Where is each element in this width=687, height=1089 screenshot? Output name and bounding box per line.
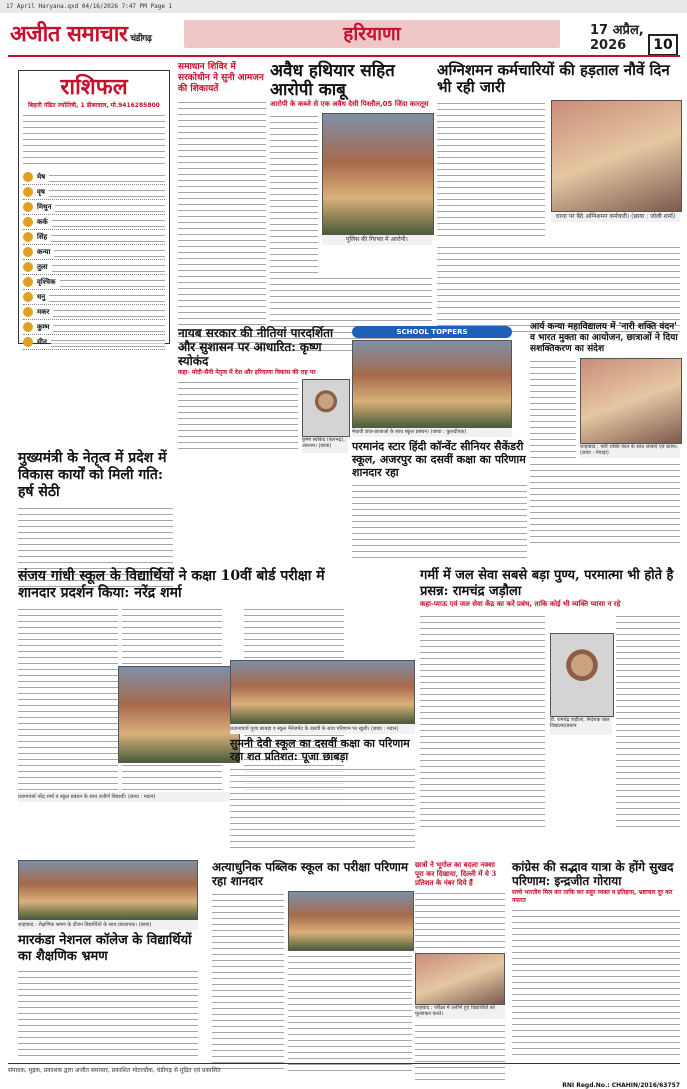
rashifal-item-label: वृष: [37, 187, 45, 196]
rashifal-item-text: [52, 217, 165, 227]
toppers-banner: SCHOOL TOPPERS: [352, 326, 512, 338]
footer-publisher-line: संपादक, मुद्रक, प्रकाशक द्वारा अजीत समाचार, प्रकाशित मोटरचौक, चंडीगढ़ से मुद्रित एवं प्रकाशित: [8, 1067, 221, 1074]
sanjay-caption: प्रथमाचार्य नरेंद्र शर्मा व स्कूल प्रबंधन के साथ उत्तीर्ण विद्यार्थी। (छाया : मदान): [18, 792, 344, 802]
nayab-subhead: कहा- मोदी-सैनी नेतृत्व में देश और हरियाणा विकास की राह पर: [178, 369, 316, 376]
atyadhunik-photo: [288, 891, 414, 951]
sumni-photo: [230, 660, 415, 724]
sumni-body: [230, 766, 415, 850]
rashifal-item-text: [51, 232, 165, 242]
rashifal-item-text: [52, 262, 165, 272]
markanda-body: [18, 968, 198, 1056]
nayab-photo-caption: कृष्ण स्योकंद (बलभद्र), आरतम। (छाया): [302, 437, 348, 453]
zodiac-icon: [23, 292, 33, 302]
garmi-photo: [550, 633, 614, 717]
registration-line: [8, 1083, 680, 1089]
article-toppers: [352, 326, 512, 437]
rashifal-subtitle: बिहारी पंडित ज्योतिषी, 1 डीबरवाल, मो.9416285800: [28, 102, 160, 109]
rashifal-item: [23, 305, 165, 320]
arya-body: [530, 358, 576, 458]
congress-body: [512, 907, 680, 1055]
arya-photo: [580, 358, 682, 444]
rashifal-item-text: [53, 322, 165, 332]
nayab-headline: नायब सरकार की नीतियां पारदर्शिता और सुशासन पर आधारित: कृष्ण स्योकंद: [178, 326, 334, 368]
rashifal-item-label: सिंह: [37, 232, 48, 241]
zodiac-icon: [23, 307, 33, 317]
article-avaidh: [270, 62, 432, 353]
rashifal-title: राशिफल: [60, 74, 128, 100]
zodiac-icon: [23, 322, 33, 332]
page-number: 10: [648, 34, 678, 56]
section-title: हरियाणा: [343, 23, 401, 45]
rashifal-item-label: कर्क: [37, 217, 48, 226]
sanjay-headline: संजय गांधी स्कूल के विद्यार्थियों ने कक्षा 10वीं बोर्ड परीक्षा में शानदार प्रदर्शन किया: नरेंद्र शर्मा: [18, 568, 325, 601]
rashifal-item: [23, 230, 165, 245]
sanjay-body: [18, 606, 118, 806]
mukhyamantri-headline: मुख्यमंत्री के नेतृत्व में प्रदेश में विकास कार्यों को मिली गति: हर्ष सेठी: [18, 450, 167, 500]
issue-date: 17 अप्रैल, 2026: [590, 23, 644, 53]
zodiac-icon: [23, 172, 33, 182]
rashifal-item: [23, 275, 165, 290]
chhatrik-headline: छात्रों ने भूगोल का बदला नक्शा पूरा कर दिखाया, दिल्ली में ये 3 प्रतिशत के नंबर दिये हैं: [415, 860, 497, 887]
rashifal-item: [23, 200, 165, 215]
sanjay-photo: [118, 666, 240, 763]
article-mukhyamantri: [18, 450, 173, 587]
rashifal-item: [23, 335, 165, 350]
section-band: [184, 20, 560, 48]
rashifal-item: [23, 185, 165, 200]
avaidh-caption: पुलिस की गिरफ्त में आरोपी।: [322, 235, 432, 245]
avaidh-body: [270, 113, 318, 273]
atyadhunik-headline: अत्याधुनिक पब्लिक स्कूल का परीक्षा परिणाम रहा शानदार: [212, 860, 409, 888]
article-samadhan: [178, 62, 266, 354]
rashifal-item-label: तुला: [37, 262, 48, 271]
garmi-subhead: कहा-प्याऊ एवं जल सेवा केंद्र का करें प्रबंध, ताकि कोई भी व्यक्ति प्यासा न रहे: [420, 600, 621, 608]
chhatrik-photo: [415, 953, 505, 1005]
rashifal-item: [23, 245, 165, 260]
rashifal-item-label: मिथुन: [37, 202, 52, 211]
article-arya: [530, 322, 680, 547]
sumni-headline: सुमनी देवी स्कूल का दसवीं कक्षा का परिणाम रहा शत प्रतिशत: पूजा छाबड़ा: [230, 737, 410, 763]
chhatrik-body: [415, 890, 505, 950]
edition-label: चंडीगढ़: [130, 34, 152, 44]
toppers-headline: परमानंद स्टार हिंदी कॉन्वेंट सीनियर सैकेंडरी स्कूल, अजरपुर का दसवीं कक्षा का परिणाम शानदार रहा: [352, 440, 526, 479]
zodiac-icon: [23, 202, 33, 212]
garmi-body: [420, 613, 545, 828]
rashifal-box: [18, 70, 170, 344]
article-garmi: [420, 568, 680, 828]
rashifal-item-text: [60, 277, 165, 287]
masthead-rule: [8, 55, 680, 57]
zodiac-icon: [23, 262, 33, 272]
article-sumni: [230, 660, 415, 850]
nayab-photo: [302, 379, 350, 437]
rashifal-item-label: कुम्भ: [37, 322, 50, 331]
garmi-headline: गर्मी में जल सेवा सबसे बड़ा पुण्य, परमात्मा भी होते है प्रसन्न: रामचंद्र जड़ौला: [420, 568, 674, 599]
hadtal-body-2: [437, 244, 680, 334]
hadtal-headline: अग्निशमन कर्मचारियों की हड़ताल नौवें दिन भी रही जारी: [437, 61, 670, 96]
arya-caption: शाहाबाद : नारी शक्ति वंदन के साथ छात्राएं एवं स्टाफ। (छाया : मेवाड़ा): [580, 444, 680, 458]
rashifal-item-text: [55, 202, 165, 212]
rashifal-item-label: वृश्चिक: [37, 277, 56, 286]
article-chhatrik: [415, 860, 505, 1082]
article-hadtal: [437, 62, 680, 334]
garmi-body-2: [616, 613, 680, 828]
markanda-headline: मारकंडा नेशनल कॉलेज के विद्यार्थियों का शैक्षणिक भ्रमण: [18, 933, 192, 964]
rashifal-item-text: [53, 307, 165, 317]
zodiac-icon: [23, 337, 33, 347]
sumni-caption: प्रधानाचार्य पूजा छाबड़ा व स्कूल मैनेजमेंट के दसवीं के साथ परिणाम पर खुशी। (छाया : मदान): [230, 724, 415, 734]
hadtal-body: [437, 100, 545, 240]
arya-body-2: [530, 461, 680, 547]
toppers-photo: [352, 340, 512, 428]
nayab-body: [178, 379, 298, 453]
zodiac-icon: [23, 277, 33, 287]
rashifal-item: [23, 215, 165, 230]
atyadhunik-body-2: [288, 953, 412, 1071]
rashifal-item-text: [49, 187, 165, 197]
avaidh-photo: [322, 113, 434, 235]
hadtal-caption: धरना पर बैठे अग्निशमन कर्मचारी। (छाया : जोली शर्मा): [551, 212, 680, 222]
congress-headline: कांग्रेस की सद्भाव यात्रा के होंगे सुखद परिणाम: इन्द्रजीत गोराया: [512, 860, 674, 888]
rashifal-list: [23, 170, 165, 350]
rashifal-item-text: [51, 337, 165, 347]
zodiac-icon: [23, 247, 33, 257]
rashifal-item: [23, 260, 165, 275]
article-congress: [512, 860, 680, 1055]
footer-reg-number: RNI Regd.No.: CHAHIN/2016/63757: [562, 1082, 680, 1089]
garmi-photo-caption: डॉ. रामचंद्र जड़ौला, निदेशक बाल विद्यालय/प्रधान: [550, 717, 612, 735]
rashifal-item-label: धनु: [37, 292, 46, 301]
rashifal-item-text: [49, 292, 165, 302]
rashifal-item-label: मकर: [37, 307, 50, 316]
zodiac-icon: [23, 217, 33, 227]
rashifal-item-label: मीन: [37, 337, 47, 346]
chhatrik-caption: शाहबाद : परीक्षा में उत्तीर्ण हुए विद्यार्थियों को मूल्यांकन करते।: [415, 1005, 505, 1019]
file-info-bar: 17 April Haryana.qxd 04/16/2026 7:47 PM Page 1: [0, 0, 687, 13]
markanda-photo: [18, 860, 198, 920]
toppers-headline-block: [352, 440, 527, 560]
rashifal-item: [23, 290, 165, 305]
newspaper-logo: अजीत समाचार चंडीगढ़: [10, 21, 152, 47]
rashifal-item: [23, 320, 165, 335]
zodiac-icon: [23, 187, 33, 197]
article-atyadhunik: [212, 860, 412, 1071]
rashifal-item-text: [49, 172, 165, 182]
rashifal-intro-text: [23, 112, 165, 168]
arya-headline: आर्य कन्या महाविद्यालय में 'नारी शक्ति वंदन' व भारत मुक्ता का आयोजन, छात्राओं ने दिया सशक्तिकरण का संदेश: [530, 322, 678, 354]
zodiac-icon: [23, 232, 33, 242]
atyadhunik-body: [212, 891, 284, 1071]
article-markanda: [18, 860, 198, 1056]
avaidh-subhead: आरोपी के कब्जे से एक अवैध देसी पिस्तौल,05 जिंदा कारतूस: [270, 100, 429, 108]
avaidh-headline: अवैध हथियार सहित आरोपी काबू: [270, 61, 395, 100]
article-nayab: [178, 326, 348, 453]
samadhan-body: [178, 99, 266, 354]
page-footer: [8, 1063, 680, 1082]
rashifal-item-label: मेष: [37, 172, 46, 181]
masthead: [8, 18, 680, 52]
toppers-caption: मेधावी छात्र-छात्राओं के साथ स्कूल प्रबंधन। (छाया : कुलदीपक): [352, 428, 512, 437]
rashifal-item-label: कन्या: [37, 247, 51, 256]
toppers-body: [352, 482, 527, 560]
congress-subhead: सच्चे भारतीय मिल कर ताकि कर सहूर व्यक्त व इतिहास, भ्रष्टाचार दूर कर नफरत: [512, 889, 673, 904]
rashifal-item: [23, 170, 165, 185]
hadtal-photo: [551, 100, 682, 212]
rashifal-item-text: [54, 247, 165, 257]
markanda-caption: शाहाबाद : शैक्षणिक भ्रमण के दौरान विद्यार्थियों के साथ प्राध्यापक। (छाया): [18, 920, 198, 930]
samadhan-headline: समाधान शिविर में सरकोधीन ने सुनी आमजन की शिकायतें: [178, 62, 264, 94]
